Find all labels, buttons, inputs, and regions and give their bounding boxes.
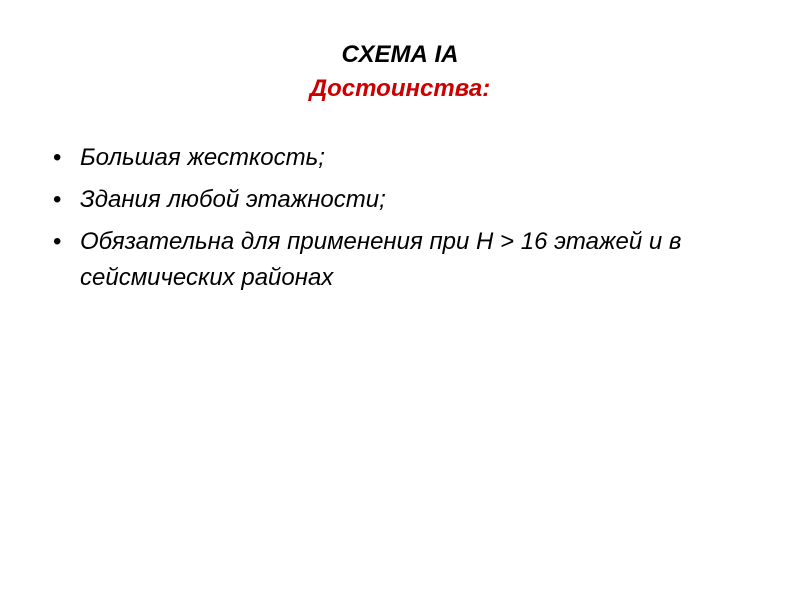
list-item bbox=[53, 182, 753, 218]
bullet-text: Здания любой этажности; bbox=[80, 186, 386, 213]
bullet-icon: • bbox=[53, 144, 62, 171]
list-item bbox=[53, 224, 753, 296]
slide-subtitle: Достоинства: bbox=[309, 75, 491, 102]
title-block bbox=[0, 38, 800, 106]
bullet-list bbox=[53, 140, 753, 302]
bullet-icon: • bbox=[53, 186, 62, 213]
slide-title: СХЕМА IA bbox=[341, 41, 459, 68]
list-item bbox=[53, 140, 753, 176]
bullet-text: Большая жесткость; bbox=[80, 144, 325, 171]
bullet-icon: • bbox=[53, 228, 62, 255]
bullet-text: Обязательна для применения при Н > 16 этажей и в сейсмических районах bbox=[80, 228, 682, 291]
